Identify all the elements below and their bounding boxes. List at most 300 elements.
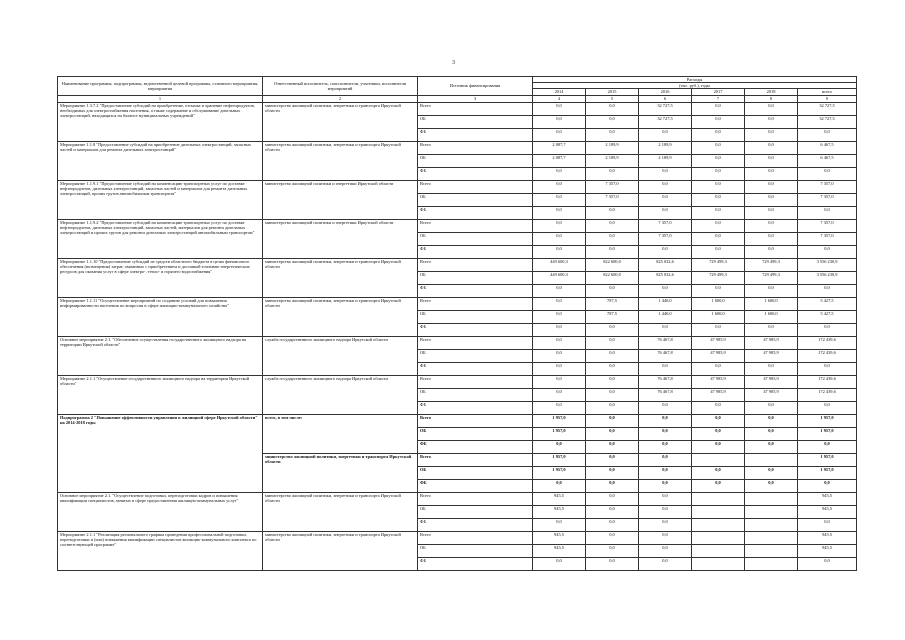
amount-cell: 0,0 bbox=[639, 544, 692, 557]
amount-cell: 0,0 bbox=[692, 401, 745, 414]
amount-cell: 2 087,7 bbox=[533, 154, 586, 167]
amount-cell: 0,0 bbox=[533, 128, 586, 141]
amount-cell: 0,0 bbox=[745, 167, 798, 180]
amount-cell: 47 985,9 bbox=[692, 349, 745, 362]
funding-source: ОБ bbox=[418, 388, 533, 401]
amount-cell: 47 985,9 bbox=[745, 349, 798, 362]
amount-cell: 0,0 bbox=[745, 206, 798, 219]
amount-cell: 0,0 bbox=[586, 544, 639, 557]
amount-cell: 0,0 bbox=[639, 323, 692, 336]
amount-cell: 0,0 bbox=[692, 466, 745, 479]
amount-cell: 172 439,6 bbox=[798, 388, 857, 401]
amount-cell: 0,0 bbox=[692, 479, 745, 492]
amount-cell: 0,0 bbox=[586, 375, 639, 388]
amount-cell: 0,0 bbox=[745, 284, 798, 297]
amount-cell: 729 499,3 bbox=[745, 258, 798, 271]
funding-source: ФБ bbox=[418, 440, 533, 453]
amount-cell: 0,0 bbox=[692, 427, 745, 440]
amount-cell: 0,0 bbox=[586, 401, 639, 414]
column-number: 7 bbox=[692, 95, 745, 102]
amount-cell: 0,0 bbox=[586, 440, 639, 453]
amount-cell: 0,0 bbox=[533, 401, 586, 414]
funding-source: ФБ bbox=[418, 245, 533, 258]
header-year: 2016 bbox=[639, 89, 692, 95]
amount-cell bbox=[745, 531, 798, 544]
amount-cell: 0,0 bbox=[798, 323, 857, 336]
subprogram-name: Подпрограмма 2 "Повышение эффективности управления в жилищной сфере Иркутской области" на 2014-2018 годы bbox=[58, 414, 263, 492]
amount-cell: 47 985,9 bbox=[692, 375, 745, 388]
amount-cell: 76 467,8 bbox=[639, 388, 692, 401]
amount-cell: 449 600,3 bbox=[533, 271, 586, 284]
amount-cell: 76 467,8 bbox=[639, 349, 692, 362]
measure-name: Мероприятие 2.1.1 "Реализация регионального графика проведения профессиональной подготовки, переподготовки и (или) повышения квалификации специалистов жилищно-коммунального комплекса по соответствующей программе" bbox=[58, 531, 263, 570]
amount-cell: 0,0 bbox=[798, 167, 857, 180]
amount-cell: 0,0 bbox=[798, 284, 857, 297]
table-row bbox=[58, 258, 857, 271]
header-source: Источник финансирования bbox=[418, 77, 533, 96]
amount-cell: 2 087,7 bbox=[533, 141, 586, 154]
amount-cell: 787,5 bbox=[586, 297, 639, 310]
amount-cell: 825 032,6 bbox=[639, 271, 692, 284]
amount-cell: 0,0 bbox=[745, 466, 798, 479]
table-row bbox=[58, 336, 857, 349]
financing-table bbox=[57, 76, 857, 571]
amount-cell: 0,0 bbox=[639, 193, 692, 206]
amount-cell: 0,0 bbox=[586, 245, 639, 258]
amount-cell: 1 957,0 bbox=[533, 466, 586, 479]
amount-cell: 0,0 bbox=[692, 362, 745, 375]
funding-source: Всего bbox=[418, 492, 533, 505]
funding-source: Всего bbox=[418, 453, 533, 466]
amount-cell: 32 727,5 bbox=[639, 102, 692, 115]
executor-name: министерство жилищной политики, энергетики и транспорта Иркутской области bbox=[263, 141, 418, 180]
measure-name: Основное мероприятие 2.1. "Осуществление подготовки, переподготовки кадров и повышения квалификации специалистов, занятых в сфере предоставления жилищно-коммунальных услуг" bbox=[58, 492, 263, 531]
amount-cell: 0,0 bbox=[533, 206, 586, 219]
amount-cell: 0,0 bbox=[692, 284, 745, 297]
amount-cell: 0,0 bbox=[533, 180, 586, 193]
amount-cell: 1 600,0 bbox=[745, 310, 798, 323]
amount-cell: 0,0 bbox=[745, 362, 798, 375]
header-year: 2014 bbox=[533, 89, 586, 95]
amount-cell: 172 439,6 bbox=[798, 349, 857, 362]
funding-source: ОБ bbox=[418, 232, 533, 245]
amount-cell: 1 440,0 bbox=[639, 310, 692, 323]
funding-source: Всего bbox=[418, 102, 533, 115]
amount-cell: 0,0 bbox=[692, 323, 745, 336]
executor-name: министерство жилищной политики и энергетики Иркутской области bbox=[263, 180, 418, 219]
executor-name: всего, в том числе: bbox=[263, 414, 418, 453]
column-number: 9 bbox=[798, 95, 857, 102]
funding-source: ОБ bbox=[418, 115, 533, 128]
amount-cell: 0,0 bbox=[639, 427, 692, 440]
amount-cell: 729 499,3 bbox=[692, 271, 745, 284]
header-year: 2018 bbox=[745, 89, 798, 95]
amount-cell: 0,0 bbox=[639, 492, 692, 505]
amount-cell: 0,0 bbox=[586, 336, 639, 349]
amount-cell: 7 357,0 bbox=[798, 180, 857, 193]
amount-cell: 7 357,0 bbox=[586, 180, 639, 193]
funding-source: ФБ bbox=[418, 518, 533, 531]
amount-cell: 0,0 bbox=[586, 557, 639, 570]
amount-cell: 0,0 bbox=[586, 115, 639, 128]
table-row bbox=[58, 102, 857, 115]
amount-cell: 0,0 bbox=[798, 362, 857, 375]
funding-source: ФБ bbox=[418, 479, 533, 492]
column-number: 2 bbox=[263, 95, 418, 102]
amount-cell: 0,0 bbox=[586, 128, 639, 141]
funding-source: Всего bbox=[418, 297, 533, 310]
funding-source: ФБ bbox=[418, 167, 533, 180]
amount-cell: 0,0 bbox=[639, 401, 692, 414]
amount-cell: 5 427,5 bbox=[798, 310, 857, 323]
amount-cell: 0,0 bbox=[745, 232, 798, 245]
funding-source: Всего bbox=[418, 258, 533, 271]
amount-cell: 32 727,5 bbox=[798, 115, 857, 128]
amount-cell: 0,0 bbox=[586, 505, 639, 518]
executor-name: министерство жилищной политики, энергетики и транспорта Иркутской области bbox=[263, 492, 418, 531]
column-number: 6 bbox=[639, 95, 692, 102]
amount-cell: 0,0 bbox=[798, 557, 857, 570]
funding-source: ОБ bbox=[418, 466, 533, 479]
amount-cell: 0,0 bbox=[692, 219, 745, 232]
amount-cell: 0,0 bbox=[586, 219, 639, 232]
amount-cell: 0,0 bbox=[639, 362, 692, 375]
executor-name: министерство жилищной политики, энергетики и транспорта Иркутской области bbox=[263, 258, 418, 297]
amount-cell: 0,0 bbox=[639, 557, 692, 570]
table-row bbox=[58, 219, 857, 232]
amount-cell: 0,0 bbox=[692, 128, 745, 141]
funding-source: ОБ bbox=[418, 505, 533, 518]
funding-source: Всего bbox=[418, 141, 533, 154]
amount-cell: 0,0 bbox=[745, 427, 798, 440]
amount-cell: 945,5 bbox=[798, 544, 857, 557]
measure-name: Мероприятие 1.1.11 "Осуществление мероприятий по созданию условий для повышения информированности населения по вопросам в сфере жилищно-коммунального хозяйства" bbox=[58, 297, 263, 336]
amount-cell: 0,0 bbox=[533, 102, 586, 115]
page-number: 3 bbox=[452, 60, 455, 66]
amount-cell: 0,0 bbox=[745, 414, 798, 427]
funding-source: ФБ bbox=[418, 362, 533, 375]
amount-cell bbox=[692, 544, 745, 557]
amount-cell: 0,0 bbox=[798, 206, 857, 219]
amount-cell bbox=[692, 518, 745, 531]
amount-cell: 0,0 bbox=[533, 310, 586, 323]
amount-cell: 76 467,8 bbox=[639, 375, 692, 388]
amount-cell: 3 556 230,9 bbox=[798, 258, 857, 271]
amount-cell: 0,0 bbox=[586, 349, 639, 362]
amount-cell bbox=[745, 505, 798, 518]
header-program: Наименование программы, подпрограммы, ведомственной целевой программы, основного мероприятия, мероприятия bbox=[58, 77, 263, 96]
amount-cell: 172 439,6 bbox=[798, 375, 857, 388]
executor-name: министерство жилищной политики, энергетики и транспорта Иркутской области bbox=[263, 297, 418, 336]
amount-cell: 0,0 bbox=[586, 362, 639, 375]
funding-source: ОБ bbox=[418, 349, 533, 362]
amount-cell: 0,0 bbox=[692, 141, 745, 154]
amount-cell: 7 357,0 bbox=[586, 193, 639, 206]
executor-name: министерство жилищной политики, энергетики и транспорта Иркутской области bbox=[263, 453, 418, 492]
funding-source: Всего bbox=[418, 219, 533, 232]
amount-cell: 1 957,0 bbox=[798, 466, 857, 479]
amount-cell: 0,0 bbox=[533, 440, 586, 453]
amount-cell: 0,0 bbox=[639, 453, 692, 466]
amount-cell: 1 957,0 bbox=[533, 414, 586, 427]
amount-cell: 0,0 bbox=[586, 479, 639, 492]
amount-cell: 0,0 bbox=[586, 518, 639, 531]
amount-cell: 0,0 bbox=[745, 440, 798, 453]
amount-cell: 0,0 bbox=[639, 414, 692, 427]
header-expenses: Расходы bbox=[533, 77, 857, 83]
header-total: всего bbox=[798, 89, 857, 95]
amount-cell: 0,0 bbox=[533, 479, 586, 492]
amount-cell: 945,5 bbox=[798, 492, 857, 505]
amount-cell: 0,0 bbox=[798, 401, 857, 414]
amount-cell: 787,5 bbox=[586, 310, 639, 323]
amount-cell bbox=[745, 544, 798, 557]
amount-cell: 0,0 bbox=[745, 115, 798, 128]
amount-cell: 0,0 bbox=[798, 440, 857, 453]
amount-cell: 47 985,9 bbox=[692, 388, 745, 401]
funding-source: ОБ bbox=[418, 544, 533, 557]
amount-cell: 7 357,0 bbox=[639, 232, 692, 245]
amount-cell: 0,0 bbox=[533, 388, 586, 401]
funding-source: Всего bbox=[418, 336, 533, 349]
amount-cell: 0,0 bbox=[533, 375, 586, 388]
amount-cell: 729 499,3 bbox=[745, 271, 798, 284]
executor-name: служба государственного жилищного надзора Иркутской области bbox=[263, 375, 418, 414]
amount-cell: 0,0 bbox=[745, 180, 798, 193]
amount-cell: 0,0 bbox=[533, 193, 586, 206]
measure-name: Мероприятие 1.3.7.2 "Предоставление субсидий на приобретение, отсыпка и хранение нефтепродуктов, необходимых для электроснабжения населения, а также содержание и обслуживание дизельных электростанций, находящихся на балансе муниципальных учреждений" bbox=[58, 102, 263, 141]
executor-name: министерство жилищной политики, энергетики и транспорта Иркутской области bbox=[263, 102, 418, 141]
amount-cell: 0,0 bbox=[586, 206, 639, 219]
amount-cell: 0,0 bbox=[586, 232, 639, 245]
amount-cell: 1 600,0 bbox=[692, 310, 745, 323]
amount-cell: 945,5 bbox=[533, 544, 586, 557]
column-number: 1 bbox=[58, 95, 263, 102]
executor-name: министерство жилищной политики, энергетики и транспорта Иркутской области bbox=[263, 531, 418, 570]
column-number: 8 bbox=[745, 95, 798, 102]
amount-cell: 0,0 bbox=[639, 440, 692, 453]
amount-cell: 0,0 bbox=[745, 128, 798, 141]
amount-cell bbox=[692, 557, 745, 570]
amount-cell: 0,0 bbox=[533, 115, 586, 128]
amount-cell: 945,5 bbox=[533, 492, 586, 505]
amount-cell: 0,0 bbox=[639, 284, 692, 297]
amount-cell: 1 440,0 bbox=[639, 297, 692, 310]
amount-cell: 0,0 bbox=[533, 518, 586, 531]
amount-cell: 945,5 bbox=[798, 531, 857, 544]
measure-name: Мероприятие 1.1.9.2 "Предоставление субсидий на компенсацию транспортных услуг по доставке нефтепродуктов, дизельных электростанций, запасных частей, материалов для ремонта дизельных электростанций и прочих грузов для ремонта дизельных электростанций автомобильным транспортом" bbox=[58, 219, 263, 258]
table-row bbox=[58, 414, 857, 427]
amount-cell: 0,0 bbox=[586, 531, 639, 544]
amount-cell: 945,5 bbox=[798, 505, 857, 518]
amount-cell: 0,0 bbox=[533, 336, 586, 349]
amount-cell: 0,0 bbox=[586, 466, 639, 479]
funding-source: ФБ bbox=[418, 323, 533, 336]
executor-name: служба государственного жилищного надзора Иркутской области bbox=[263, 336, 418, 375]
table-row bbox=[58, 375, 857, 388]
amount-cell: 0,0 bbox=[639, 206, 692, 219]
measure-name: Основное мероприятие 2.1. "Обеспечение осуществления государственного жилищного надзора на территории Иркутской области" bbox=[58, 336, 263, 375]
amount-cell: 172 439,6 bbox=[798, 336, 857, 349]
amount-cell: 7 357,0 bbox=[639, 219, 692, 232]
header-units: (тыс. руб.), годы bbox=[533, 83, 857, 89]
amount-cell: 2 189,9 bbox=[586, 141, 639, 154]
amount-cell: 47 985,9 bbox=[745, 336, 798, 349]
executor-name: министерство жилищной политики и энергетики Иркутской области bbox=[263, 219, 418, 258]
amount-cell: 0,0 bbox=[639, 180, 692, 193]
table-row bbox=[58, 297, 857, 310]
amount-cell bbox=[692, 531, 745, 544]
amount-cell: 945,5 bbox=[533, 505, 586, 518]
amount-cell: 0,0 bbox=[692, 245, 745, 258]
amount-cell: 0,0 bbox=[533, 349, 586, 362]
amount-cell: 729 499,3 bbox=[692, 258, 745, 271]
amount-cell: 0,0 bbox=[692, 440, 745, 453]
amount-cell: 0,0 bbox=[586, 453, 639, 466]
amount-cell: 0,0 bbox=[586, 323, 639, 336]
header-year: 2015 bbox=[586, 89, 639, 95]
amount-cell: 825 032,6 bbox=[639, 258, 692, 271]
amount-cell: 32 727,5 bbox=[798, 102, 857, 115]
amount-cell: 0,0 bbox=[639, 479, 692, 492]
amount-cell: 0,0 bbox=[692, 167, 745, 180]
amount-cell: 6 467,5 bbox=[798, 154, 857, 167]
funding-source: ОБ bbox=[418, 310, 533, 323]
amount-cell: 0,0 bbox=[639, 167, 692, 180]
column-number: 5 bbox=[586, 95, 639, 102]
amount-cell: 2 189,9 bbox=[586, 154, 639, 167]
funding-source: Всего bbox=[418, 414, 533, 427]
measure-name: Мероприятие 1.1.10 "Предоставление субсидий из средств областного бюджета в целях финансового обеспечения (возмещения) затрат, связанных с приобретением и доставкой топливно-энергетических ресурсов для оказания услуг в сфере электро-, тепло- и горячего водоснабжения" bbox=[58, 258, 263, 297]
amount-cell: 0,0 bbox=[639, 505, 692, 518]
funding-source: ОБ bbox=[418, 193, 533, 206]
amount-cell: 1 600,0 bbox=[692, 297, 745, 310]
amount-cell bbox=[692, 492, 745, 505]
amount-cell: 47 985,9 bbox=[745, 375, 798, 388]
amount-cell: 0,0 bbox=[533, 284, 586, 297]
amount-cell: 0,0 bbox=[586, 414, 639, 427]
header-executor: Ответственный исполнитель, соисполнители, участники, исполнители мероприятий bbox=[263, 77, 418, 96]
amount-cell: 0,0 bbox=[692, 115, 745, 128]
amount-cell: 0,0 bbox=[639, 128, 692, 141]
table-row bbox=[58, 492, 857, 505]
amount-cell bbox=[692, 505, 745, 518]
amount-cell: 0,0 bbox=[798, 128, 857, 141]
amount-cell: 0,0 bbox=[533, 297, 586, 310]
table-row bbox=[58, 141, 857, 154]
funding-source: ФБ bbox=[418, 401, 533, 414]
amount-cell: 1 600,0 bbox=[745, 297, 798, 310]
amount-cell: 0,0 bbox=[692, 232, 745, 245]
amount-cell: 0,0 bbox=[586, 492, 639, 505]
funding-source: ФБ bbox=[418, 206, 533, 219]
amount-cell bbox=[745, 492, 798, 505]
amount-cell: 0,0 bbox=[798, 518, 857, 531]
measure-name: Мероприятие 1.1.9.1 "Предоставление субсидий на компенсацию транспортных услуг по доставке нефтепродуктов, дизельных электростанций, запасных частей и материалов для ремонта дизельных электростанций, прочих грузов автомобильным транспортом" bbox=[58, 180, 263, 219]
funding-source: ФБ bbox=[418, 284, 533, 297]
funding-source: Всего bbox=[418, 180, 533, 193]
amount-cell: 5 427,5 bbox=[798, 297, 857, 310]
amount-cell: 32 727,5 bbox=[639, 115, 692, 128]
amount-cell: 0,0 bbox=[745, 193, 798, 206]
amount-cell: 0,0 bbox=[586, 167, 639, 180]
amount-cell: 0,0 bbox=[692, 102, 745, 115]
amount-cell: 0,0 bbox=[533, 362, 586, 375]
column-number: 3 bbox=[418, 95, 533, 102]
funding-source: ОБ bbox=[418, 154, 533, 167]
column-number: 4 bbox=[533, 95, 586, 102]
header-year: 2017 bbox=[692, 89, 745, 95]
amount-cell: 0,0 bbox=[586, 284, 639, 297]
amount-cell: 0,0 bbox=[692, 154, 745, 167]
amount-cell: 0,0 bbox=[692, 180, 745, 193]
amount-cell: 0,0 bbox=[533, 323, 586, 336]
amount-cell: 822 600,0 bbox=[586, 258, 639, 271]
amount-cell: 449 600,3 bbox=[533, 258, 586, 271]
amount-cell: 0,0 bbox=[586, 388, 639, 401]
funding-source: Всего bbox=[418, 531, 533, 544]
amount-cell: 76 467,8 bbox=[639, 336, 692, 349]
amount-cell: 0,0 bbox=[745, 102, 798, 115]
amount-cell: 0,0 bbox=[692, 193, 745, 206]
amount-cell bbox=[745, 518, 798, 531]
amount-cell: 0,0 bbox=[533, 219, 586, 232]
funding-source: ОБ bbox=[418, 427, 533, 440]
amount-cell: 0,0 bbox=[533, 167, 586, 180]
amount-cell: 0,0 bbox=[745, 323, 798, 336]
amount-cell: 0,0 bbox=[533, 557, 586, 570]
amount-cell: 2 189,9 bbox=[639, 141, 692, 154]
amount-cell: 0,0 bbox=[798, 479, 857, 492]
amount-cell: 7 357,0 bbox=[798, 219, 857, 232]
amount-cell: 0,0 bbox=[639, 531, 692, 544]
amount-cell: 0,0 bbox=[745, 401, 798, 414]
amount-cell: 0,0 bbox=[639, 466, 692, 479]
amount-cell: 0,0 bbox=[692, 414, 745, 427]
amount-cell: 6 467,5 bbox=[798, 141, 857, 154]
funding-source: ОБ bbox=[418, 271, 533, 284]
amount-cell: 0,0 bbox=[533, 232, 586, 245]
measure-name: Мероприятие 1.1.8 "Предоставление субсидий на приобретение дизельных электростанций, запасных частей и материалов для ремонта дизельных электростанций" bbox=[58, 141, 263, 180]
amount-cell: 0,0 bbox=[745, 141, 798, 154]
amount-cell: 2 189,9 bbox=[639, 154, 692, 167]
funding-source: ФБ bbox=[418, 128, 533, 141]
amount-cell: 7 357,0 bbox=[798, 232, 857, 245]
amount-cell bbox=[745, 453, 798, 466]
table-row bbox=[58, 180, 857, 193]
amount-cell: 7 357,0 bbox=[798, 193, 857, 206]
amount-cell: 47 985,9 bbox=[745, 388, 798, 401]
amount-cell: 1 957,0 bbox=[533, 453, 586, 466]
amount-cell: 945,5 bbox=[533, 531, 586, 544]
amount-cell: 0,0 bbox=[745, 245, 798, 258]
amount-cell: 1 957,0 bbox=[533, 427, 586, 440]
amount-cell bbox=[692, 453, 745, 466]
amount-cell: 0,0 bbox=[745, 154, 798, 167]
funding-source: ФБ bbox=[418, 557, 533, 570]
amount-cell: 47 985,9 bbox=[692, 336, 745, 349]
amount-cell: 0,0 bbox=[798, 245, 857, 258]
amount-cell: 1 957,0 bbox=[798, 453, 857, 466]
funding-source: Всего bbox=[418, 375, 533, 388]
amount-cell: 0,0 bbox=[692, 206, 745, 219]
amount-cell: 0,0 bbox=[639, 245, 692, 258]
amount-cell: 0,0 bbox=[586, 427, 639, 440]
amount-cell: 1 957,0 bbox=[798, 414, 857, 427]
amount-cell: 3 556 230,9 bbox=[798, 271, 857, 284]
amount-cell: 0,0 bbox=[745, 479, 798, 492]
amount-cell: 0,0 bbox=[586, 102, 639, 115]
